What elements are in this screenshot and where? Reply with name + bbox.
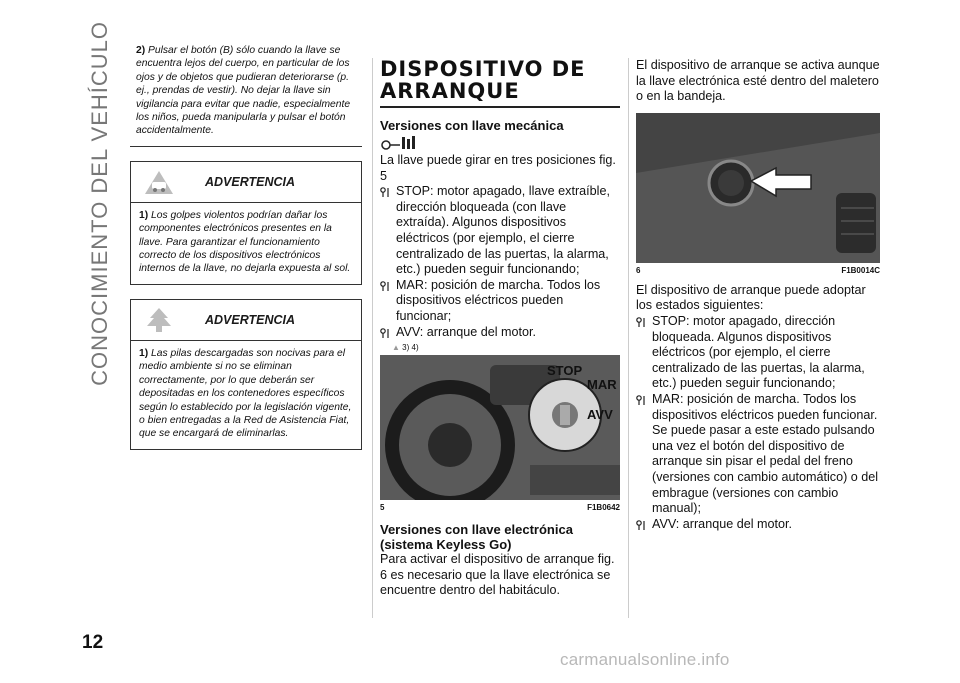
warning-body: [131, 203, 361, 284]
warning-number: 1): [139, 347, 149, 359]
subheading-electronic-key: Versiones con llave electrónica (sistema Keyless Go): [380, 522, 573, 553]
list-item: STOP: motor apagado, llave extraíble, dirección bloqueada (con llave extraída). Algunos dispositivos eléctricos (por ejemplo, el cierre centralizado de las puertas, la alarma, etc.) pueden seguir funcionando;: [380, 184, 620, 278]
warning-box-2: [130, 299, 362, 450]
column-divider: [628, 58, 629, 618]
reference-numbers: ▲ 3) 4): [392, 343, 419, 353]
column-middle: [380, 58, 620, 599]
key-icon: [380, 135, 620, 153]
warning-number: 1): [139, 209, 149, 221]
column-left: [130, 44, 362, 450]
key-bullet-icon: [380, 281, 392, 291]
figure-5-ignition: [380, 355, 620, 500]
label-stop: STOP: [547, 363, 583, 379]
label-avv: AVV: [587, 407, 613, 423]
environment-tree-icon: [139, 304, 179, 336]
key-bullet-icon: [380, 187, 392, 197]
list-item: STOP: motor apagado, dirección bloqueada. Algunos dispositivos eléctricos (por ejemplo, el cierre centralizado de las puertas, la alarma, etc.) pueden seguir funcionando;: [636, 314, 880, 392]
warning-title: ADVERTENCIA: [205, 174, 296, 189]
paragraph: El dispositivo de arranque se activa aunque la llave electrónica esté dentro del maletero o en la bandeja.: [636, 58, 880, 104]
figure-number: 5: [380, 503, 385, 513]
figure-code: F1B0642: [587, 503, 620, 513]
section-heading: DISPOSITIVO DE ARRANQUE: [380, 58, 620, 108]
paragraph: El dispositivo de arranque puede adoptar los estados siguientes:: [636, 282, 866, 313]
figure-6-start-button: [636, 113, 880, 263]
note-text: Pulsar el botón (B) sólo cuando la llave se encuentra lejos del cuerpo, en particular de los ojos y de objetos que pudieran deteriorarse (p. ej., prendas de vestir). No dejar la llave sin vigilancia para evitar que nadie, especialmente los niños, pueda manipularla y pulsar el botón accidentalmente.: [136, 45, 351, 137]
car-warning-icon: [139, 166, 179, 198]
key-bullet-icon: [636, 317, 648, 327]
list-item: MAR: posición de marcha. Todos los dispositivos eléctricos pueden funcionar;: [380, 278, 620, 325]
start-button-photo: [636, 113, 880, 263]
note-intro: [130, 44, 362, 147]
subheading-mechanical-key: Versiones con llave mecánica: [380, 118, 564, 133]
column-divider: [372, 58, 373, 618]
ignition-photo: [380, 355, 620, 500]
warning-triangle-icon: ▲: [392, 343, 400, 353]
figure-caption: [380, 503, 620, 512]
key-bullet-icon: [636, 520, 648, 530]
figure-caption: [636, 266, 880, 275]
warning-header: [131, 300, 361, 341]
warning-text: Las pilas descargadas son nocivas para el medio ambiente si no se eliminan correctamente, por lo que deberán ser depositadas en los contenedores específicos según lo establecido por la legislación vigente, o bien entregadas a la Red de Asistencia Fiat, que se encargará de eliminarlas.: [139, 347, 352, 440]
warning-text: Los golpes violentos podrían dañar los componentes electrónicos presentes en la llave. Para garantizar el funcionamiento correcto de los dispositivos electrónicos internos de la llave, no dejarla expuesta al sol.: [139, 209, 351, 275]
warning-title: ADVERTENCIA: [205, 312, 296, 327]
key-bullet-icon: [380, 328, 392, 338]
list-item: MAR: posición de marcha. Todos los dispositivos eléctricos pueden funcionar. Se puede pasar a este estado pulsando una vez el botón del dispositivo de arranque sin pisar el pedal del freno (versiones con cambio automático) o del embrague (versiones con cambio manual);: [636, 392, 880, 517]
figure-number: 6: [636, 265, 641, 275]
warning-body: [131, 341, 361, 449]
paragraph: La llave puede girar en tres posiciones fig. 5: [380, 153, 616, 183]
warning-box-1: [130, 161, 362, 285]
note-number: 2): [136, 45, 146, 56]
list-item: AVV: arranque del motor.: [636, 517, 880, 533]
paragraph: Para activar el dispositivo de arranque fig. 6 es necesario que la llave electrónica se encuentre dentro del habitáculo.: [380, 552, 615, 598]
warning-header: [131, 162, 361, 203]
list-item: AVV: arranque del motor.: [380, 325, 620, 341]
section-side-title: CONOCIMIENTO DEL VEHÍCULO: [87, 20, 112, 386]
label-mar: MAR: [587, 377, 617, 393]
figure-code: F1B0014C: [841, 265, 880, 275]
footer-watermark: carmanualsonline.info: [560, 650, 730, 669]
column-right: [636, 58, 880, 532]
key-bullet-icon: [636, 395, 648, 405]
page-number: 12: [82, 632, 104, 653]
